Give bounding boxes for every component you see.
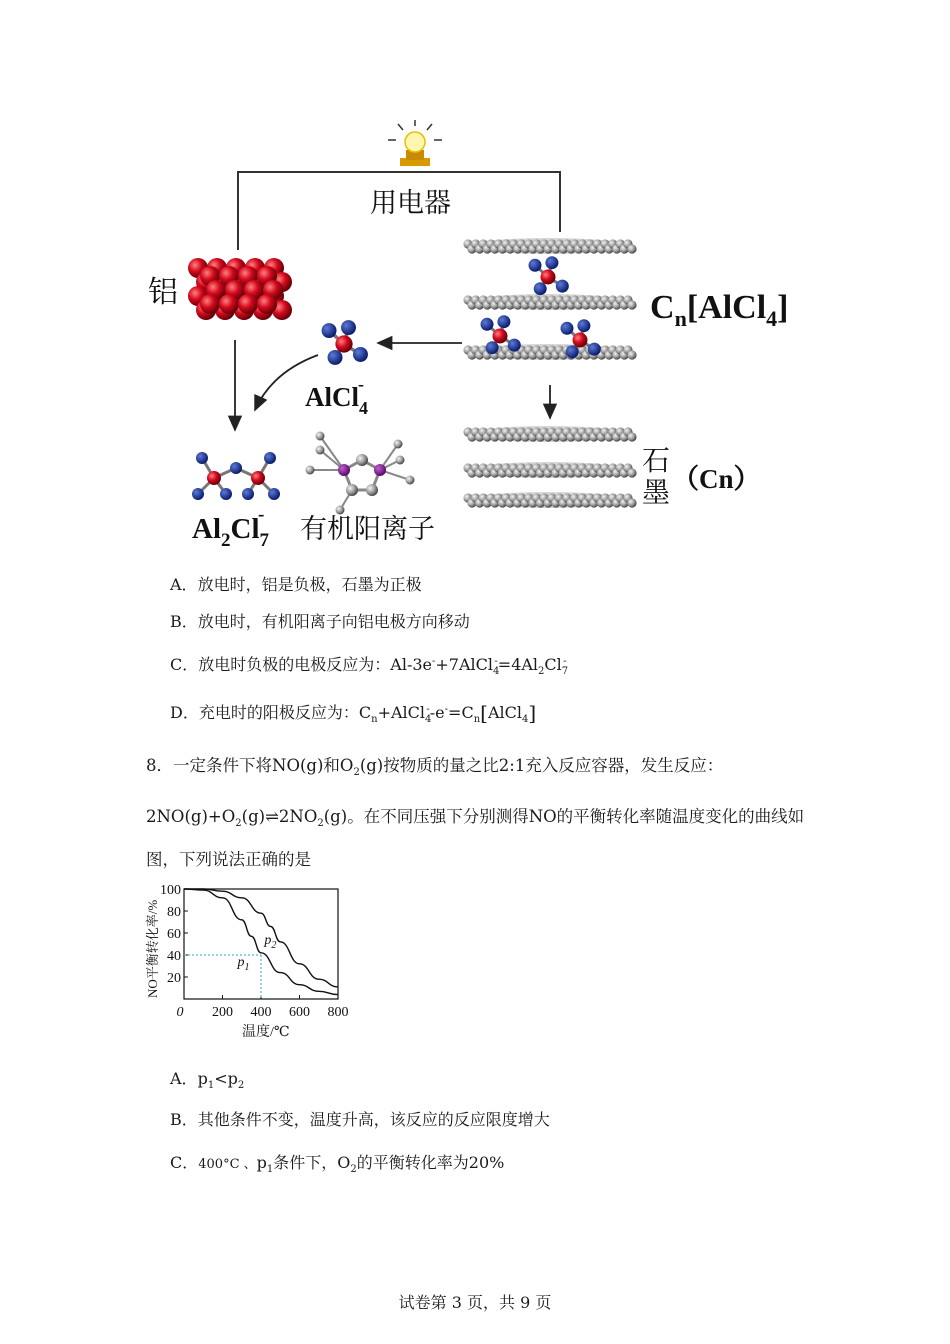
- al2cl7-label: $Al_2Cl_7-$: [192, 504, 269, 550]
- graphite-label-2: 墨: [642, 478, 671, 509]
- bulb-icon: [388, 120, 442, 166]
- option-text: 其他条件不变，温度升高，该反应的反应限度增大: [197, 1110, 550, 1129]
- q7-option-b[interactable]: [170, 609, 470, 632]
- conversion-chart: [140, 876, 360, 1042]
- organic-cation-icon: [306, 432, 415, 515]
- series-label-p1: $p_1$: [237, 955, 250, 973]
- option-letter: C．: [170, 1153, 199, 1172]
- x-tick-label: 800: [327, 1005, 349, 1020]
- x-tick-label: 600: [289, 1005, 310, 1020]
- option-text: 放电时，铝是负极，石墨为正极: [197, 575, 422, 594]
- series-label-p2: $p_2$: [264, 933, 277, 951]
- equation: $C_n+AlCl_4^--e^-=C_n[AlCl_4]$: [358, 701, 537, 725]
- x-tick-label: 0: [176, 1005, 184, 1020]
- option-text: 放电时，有机阳离子向铝电极方向移动: [197, 612, 470, 631]
- q7-option-a[interactable]: [170, 572, 422, 595]
- alcl4-molecule-icon: [322, 320, 368, 365]
- q8-stem-line3: 图，下列说法正确的是: [146, 850, 311, 869]
- graphite-icon: [463, 426, 636, 508]
- graphite-label: 石: [642, 446, 671, 477]
- q8-option-b[interactable]: [170, 1107, 550, 1130]
- page-footer: 试卷第 3 页，共 9 页: [398, 1293, 552, 1312]
- cation-label: 有机阳离子: [300, 514, 435, 544]
- battery-diagram: [140, 120, 820, 550]
- graphite-cn-label: （Cn）: [672, 464, 761, 494]
- question-number: 8．: [146, 756, 173, 775]
- option-letter: B．: [170, 612, 198, 631]
- q8-option-c[interactable]: C．400°C 、$p_1$条件下，$O_2$的平衡转化率为20%: [170, 1153, 505, 1175]
- q7-option-d[interactable]: [170, 700, 536, 725]
- reaction-equation: $2NO(g)+O_2(g)\rightleftharpoons 2NO_2(g)$: [146, 807, 348, 829]
- y-tick-label: 80: [167, 905, 181, 920]
- x-tick-label: 400: [250, 1005, 272, 1020]
- graphite-intercalated-icon: [463, 238, 636, 360]
- option-letter: A．: [170, 1069, 198, 1088]
- option-letter: D．: [170, 703, 199, 722]
- option-text: 放电时负极的电极反应为：: [198, 655, 391, 674]
- option-letter: A．: [170, 575, 198, 594]
- q8-option-a[interactable]: [170, 1066, 244, 1091]
- expression: $p_1<p_2$: [197, 1069, 245, 1091]
- y-tick-label: 40: [167, 949, 181, 964]
- load-label: 用电器: [370, 188, 451, 218]
- alcl4-label: AlCl$_4$-: [305, 374, 368, 418]
- aluminum-cluster-icon: [188, 258, 292, 320]
- y-tick-label: 100: [160, 883, 181, 898]
- al-label: 铝: [148, 276, 178, 309]
- y-tick-label: 60: [167, 927, 181, 942]
- equation: $Al-3e^-+7AlCl_4^-=4Al_2Cl_7^-$: [390, 655, 569, 677]
- plot-frame: [184, 889, 338, 999]
- x-tick-label: 200: [212, 1005, 233, 1020]
- cn-alcl4-label: $C_n[AlCl_4]$: [650, 289, 789, 331]
- q7-option-c[interactable]: [170, 652, 567, 677]
- q8-stem-line1: 8．一定条件下将NO(g)和$O_2(g)$按物质的量之比2:1充入反应容器，发生反应：: [146, 756, 724, 778]
- y-tick-label: 20: [167, 971, 181, 986]
- option-letter: C．: [170, 655, 199, 674]
- q8-stem-line2: $2NO(g)+O_2(g)\rightleftharpoons 2NO_2(g)$。在不同压强下分别测得NO的平衡转化率随温度变化的曲线如: [146, 807, 805, 829]
- option-text: 充电时的阳极反应为：: [198, 703, 359, 722]
- chart-ylabel: NO平衡转化率/%: [145, 899, 160, 998]
- option-letter: B．: [170, 1110, 198, 1129]
- chart-xlabel: 温度/℃: [242, 1025, 290, 1040]
- al2cl7-molecule-icon: [192, 452, 280, 500]
